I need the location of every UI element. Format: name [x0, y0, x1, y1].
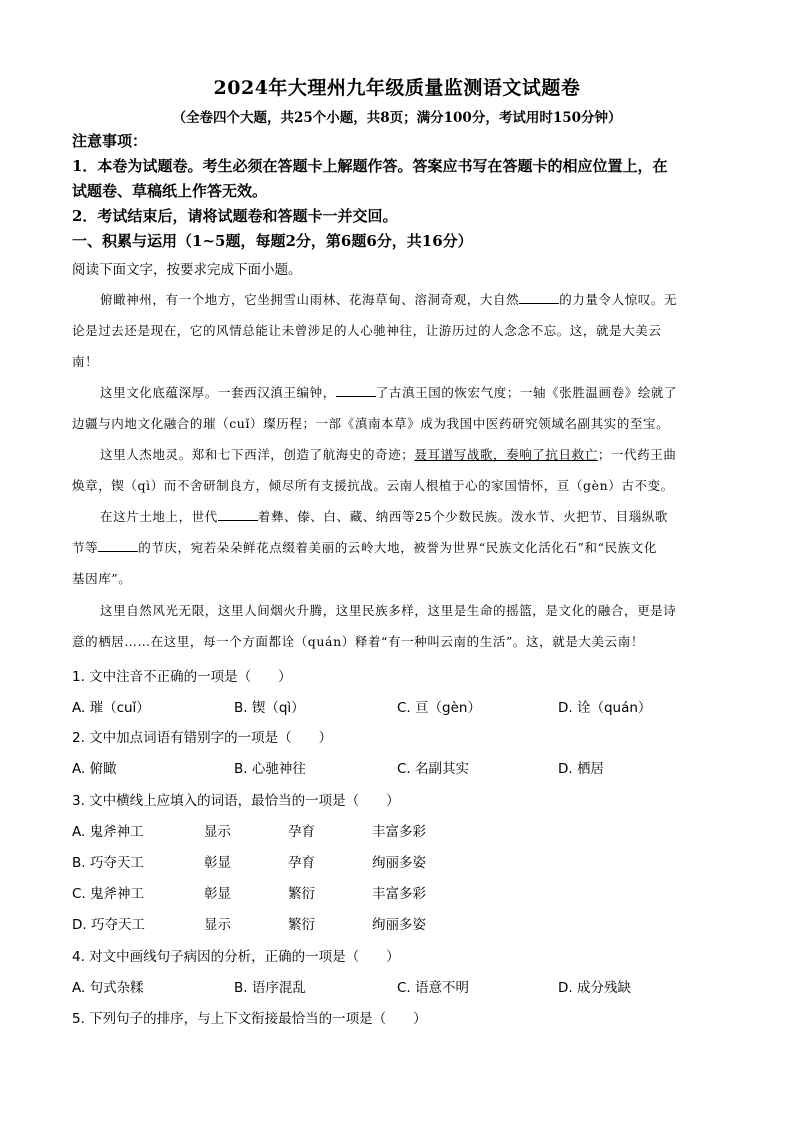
- passage-p2-line-1: [100, 383, 677, 401]
- q4-option-a: A. 句式杂糅: [72, 980, 144, 996]
- exam-subtitle: （全卷四个大题，共25个小题，共8页；满分100分，考试用时150分钟）: [172, 110, 622, 126]
- notice-item-1-line-1: 1．本卷为试题卷。考生必须在答题卡上解题作答。答案应书写在答题卡的相应位置上，在: [72, 157, 668, 175]
- q1-option-d: D. 诠（quán）: [558, 700, 652, 716]
- passage-p1-line-3: 南！: [72, 354, 99, 369]
- question-2: 2. 文中加点词语有错别字的一项是（ ）: [72, 730, 333, 746]
- notice-heading: 注意事项：: [72, 132, 148, 150]
- passage-text: 的节庆，宛若朵朵鲜花点缀着美丽的云岭大地，被誉为世界“民族文化活化石”和“民族文化: [138, 540, 657, 555]
- q3-option-a-word-1: A. 鬼斧神工: [72, 824, 144, 840]
- passage-text: ；一代药王曲: [597, 447, 677, 462]
- passage-p3-line-1: [100, 445, 676, 463]
- q1-option-c: C. 亘（gèn）: [397, 700, 481, 716]
- passage-p4-line-2: [72, 538, 657, 556]
- passage-text: 俯瞰神州，有一个地方，它坐拥雪山雨林、花海草甸、溶洞奇观，大自然: [100, 292, 520, 307]
- passage-text: 这里文化底蕴深厚。一套西汉滇王编钟，: [100, 385, 336, 400]
- q3-option-d-word-4: 绚丽多姿: [372, 917, 426, 933]
- q4-option-d: D. 成分残缺: [558, 980, 631, 996]
- q2-option-c: C. 名副其实: [397, 761, 470, 777]
- q4-option-b: B. 语序混乱: [234, 980, 306, 996]
- q3-option-d-word-2: 显示: [204, 917, 231, 933]
- notice-item-1-line-2: 试题卷、草稿纸上作答无效。: [72, 182, 268, 200]
- fill-blank-1: [519, 291, 559, 304]
- passage-p2-line-2: 边疆与内地文化融合的璀（cuǐ）璨历程；一部《滇南本草》成为我国中医药研究领域名副其实的至宝。: [72, 416, 670, 431]
- fill-blank-2: [336, 384, 376, 397]
- passage-p4-line-3: 基因库”。: [72, 571, 132, 586]
- q3-option-d-word-3: 繁衍: [288, 917, 315, 933]
- q3-option-b-word-2: 彰显: [204, 855, 231, 871]
- q3-option-c-word-2: 彰显: [204, 886, 231, 902]
- q3-option-d-word-1: D. 巧夺天工: [72, 917, 145, 933]
- q3-option-a-word-2: 显示: [204, 824, 231, 840]
- q4-option-c: C. 语意不明: [397, 980, 470, 996]
- passage-text: 在这片土地上，世代: [100, 509, 218, 524]
- underlined-sentence: 聂耳谱写战歌，奏响了抗日救亡: [414, 447, 598, 462]
- q1-option-a: A. 璀（cuǐ）: [72, 700, 150, 716]
- passage-p1-line-1: [100, 290, 677, 308]
- section-1-heading: 一、积累与运用（1~5题，每题2分，第6题6分，共16分）: [72, 232, 473, 250]
- q1-option-b: B. 锲（qì）: [234, 700, 305, 716]
- q3-option-c-word-4: 丰富多彩: [372, 886, 426, 902]
- q3-option-a-word-3: 孕育: [288, 824, 315, 840]
- passage-p4-line-1: [100, 507, 668, 525]
- q3-option-b-word-3: 孕育: [288, 855, 315, 871]
- q2-option-a: A. 俯瞰: [72, 761, 117, 777]
- section-1-instruction: 阅读下面文字，按要求完成下面小题。: [72, 262, 302, 278]
- passage-text: 这里人杰地灵。郑和七下西洋，创造了航海史的奇迹；: [100, 447, 415, 462]
- q3-option-c-word-3: 繁衍: [288, 886, 315, 902]
- passage-text: 的力量令人惊叹。无: [559, 292, 678, 307]
- passage-text: 了古滇王国的恢宏气度；一轴《张胜温画卷》绘就了: [375, 385, 678, 400]
- fill-blank-4: [98, 539, 138, 552]
- q2-option-d: D. 栖居: [558, 761, 604, 777]
- passage-p3-line-2: 焕章，锲（qì）而不舍研制良方，倾尽所有支援抗战。云南人根植于心的家国情怀，亘（gèn）古不变。: [72, 478, 674, 493]
- fill-blank-3: [218, 508, 258, 521]
- q3-option-b-word-1: B. 巧夺天工: [72, 855, 144, 871]
- q2-option-b: B. 心驰神往: [234, 761, 306, 777]
- passage-p1-line-2: 论是过去还是现在，它的风情总能让未曾涉足的人心驰神往，让游历过的人念念不忘。这，就是大美云: [72, 323, 662, 338]
- q3-option-a-word-4: 丰富多彩: [372, 824, 426, 840]
- question-1: 1. 文中注音不正确的一项是（ ）: [72, 669, 292, 685]
- passage-text: 着彝、傣、白、藏、纳西等25个少数民族。泼水节、火把节、目瑙纵歌: [257, 509, 669, 524]
- passage-p5-line-2: 意的栖居……在这里，每一个方面都诠（quán）释着“有一种叫云南的生活”。这，就是大美云南！: [72, 634, 644, 649]
- question-5: 5. 下列句子的排序，与上下文衔接最恰当的一项是（ ）: [72, 1011, 427, 1027]
- question-4: 4. 对文中画线句子病因的分析，正确的一项是（ ）: [72, 949, 400, 965]
- notice-item-2: 2．考试结束后，请将试题卷和答题卡一并交回。: [72, 207, 398, 225]
- passage-p5-line-1: 这里自然风光无限，这里人间烟火升腾，这里民族多样，这里是生命的摇篮，是文化的融合，更是诗: [100, 603, 677, 618]
- page-title: 2024年大理州九年级质量监测语文试题卷: [213, 77, 581, 99]
- q3-option-c-word-1: C. 鬼斧神工: [72, 886, 145, 902]
- question-3: 3. 文中横线上应填入的词语，最恰当的一项是（ ）: [72, 793, 400, 809]
- passage-text: 节等: [72, 540, 99, 555]
- q3-option-b-word-4: 绚丽多姿: [372, 855, 426, 871]
